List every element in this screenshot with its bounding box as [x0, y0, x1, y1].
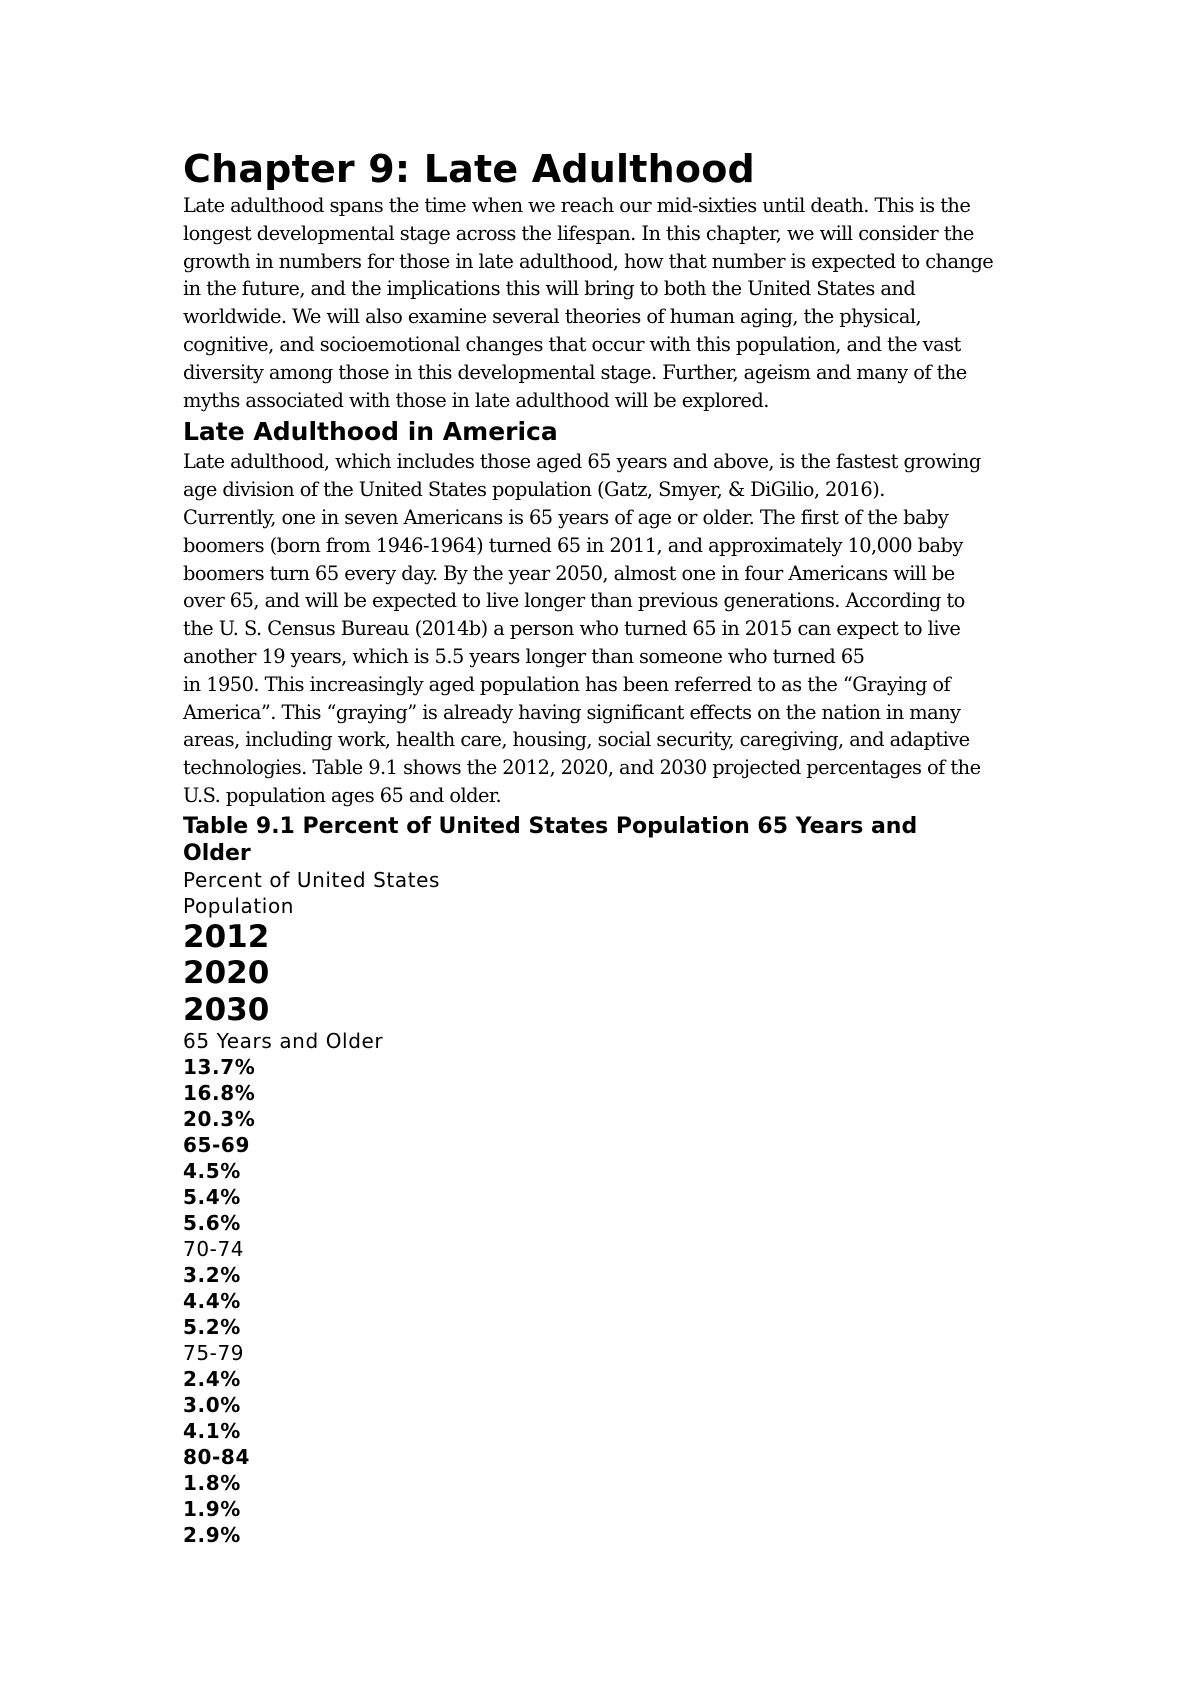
caption-line: Table 9.1 Percent of United States Population 65 Years and: [183, 813, 918, 839]
paragraph-line: myths associated with those in late adulthood will be explored.: [183, 388, 769, 412]
table-year-header: 2030: [183, 991, 270, 1028]
intro-paragraph: [183, 192, 1023, 414]
table-cell: 5.2%: [183, 1315, 241, 1340]
table-row-label: 65-69: [183, 1133, 250, 1158]
paragraph-line: over 65, and will be expected to live longer than previous generations. According to: [183, 589, 965, 613]
table-row-label: 65 Years and Older: [183, 1029, 384, 1054]
paragraph-line: longest developmental stage across the lifespan. In this chapter, we will consider the: [183, 221, 974, 245]
paragraph-line: boomers turn 65 every day. By the year 2050, almost one in four Americans will be: [183, 561, 955, 585]
table-cell: 16.8%: [183, 1081, 256, 1106]
table-cell: 1.8%: [183, 1471, 241, 1496]
section-paragraph: [183, 448, 1023, 809]
paragraph-line: U.S. population ages 65 and older.: [183, 783, 502, 807]
paragraph-line: the U. S. Census Bureau (2014b) a person who turned 65 in 2015 can expect to live: [183, 617, 961, 641]
table-cell: 4.5%: [183, 1159, 241, 1184]
table-cell: 13.7%: [183, 1055, 256, 1080]
paragraph-line: in the future, and the implications this will bring to both the United States and: [183, 277, 916, 301]
paragraph-line: America”. This “graying” is already having significant effects on the nation in many: [183, 700, 961, 724]
table-cell: 5.6%: [183, 1211, 241, 1236]
table-cell: 2.9%: [183, 1523, 241, 1548]
table-year-header: 2020: [183, 955, 270, 992]
table-cell: 20.3%: [183, 1107, 256, 1132]
table-column-header: Percent of United States: [183, 867, 441, 892]
table-cell: 4.4%: [183, 1289, 241, 1314]
table-cell: 3.0%: [183, 1393, 241, 1418]
table-year-header: 2012: [183, 918, 270, 955]
table-cell: 4.1%: [183, 1419, 241, 1444]
section-heading: Late Adulthood in America: [183, 417, 558, 447]
paragraph-line: diversity among those in this developmental stage. Further, ageism and many of the: [183, 360, 967, 384]
paragraph-line: Currently, one in seven Americans is 65 years of age or older. The first of the baby: [183, 505, 949, 529]
table-cell: 1.9%: [183, 1497, 241, 1522]
table-cell: 2.4%: [183, 1367, 241, 1392]
paragraph-line: cognitive, and socioemotional changes that occur with this population, and the vast: [183, 332, 961, 356]
table-column-header: Population: [183, 893, 295, 918]
chapter-title: Chapter 9: Late Adulthood: [183, 147, 755, 191]
population-table: [183, 867, 1023, 1549]
table-cell: 5.4%: [183, 1185, 241, 1210]
table-row-label: 80-84: [183, 1445, 250, 1470]
paragraph-line: in 1950. This increasingly aged population has been referred to as the “Graying of: [183, 672, 951, 696]
table-caption: [183, 813, 1023, 867]
paragraph-line: boomers (born from 1946-1964) turned 65 in 2011, and approximately 10,000 baby: [183, 533, 963, 557]
caption-line: Older: [183, 840, 251, 866]
paragraph-line: age division of the United States population (Gatz, Smyer, & DiGilio, 2016).: [183, 478, 885, 502]
paragraph-line: worldwide. We will also examine several theories of human aging, the physical,: [183, 305, 922, 329]
paragraph-line: another 19 years, which is 5.5 years longer than someone who turned 65: [183, 644, 865, 668]
table-cell: 3.2%: [183, 1263, 241, 1288]
paragraph-line: technologies. Table 9.1 shows the 2012, 2020, and 2030 projected percentages of the: [183, 756, 981, 780]
document-page: [183, 146, 1023, 1548]
paragraph-line: Late adulthood spans the time when we reach our mid-sixties until death. This is the: [183, 194, 971, 217]
paragraph-line: Late adulthood, which includes those aged 65 years and above, is the fastest growing: [183, 450, 981, 474]
table-row-label: 75-79: [183, 1341, 245, 1366]
paragraph-line: growth in numbers for those in late adulthood, how that number is expected to change: [183, 249, 994, 273]
table-row-label: 70-74: [183, 1237, 245, 1262]
paragraph-line: areas, including work, health care, housing, social security, caregiving, and adaptive: [183, 728, 970, 752]
